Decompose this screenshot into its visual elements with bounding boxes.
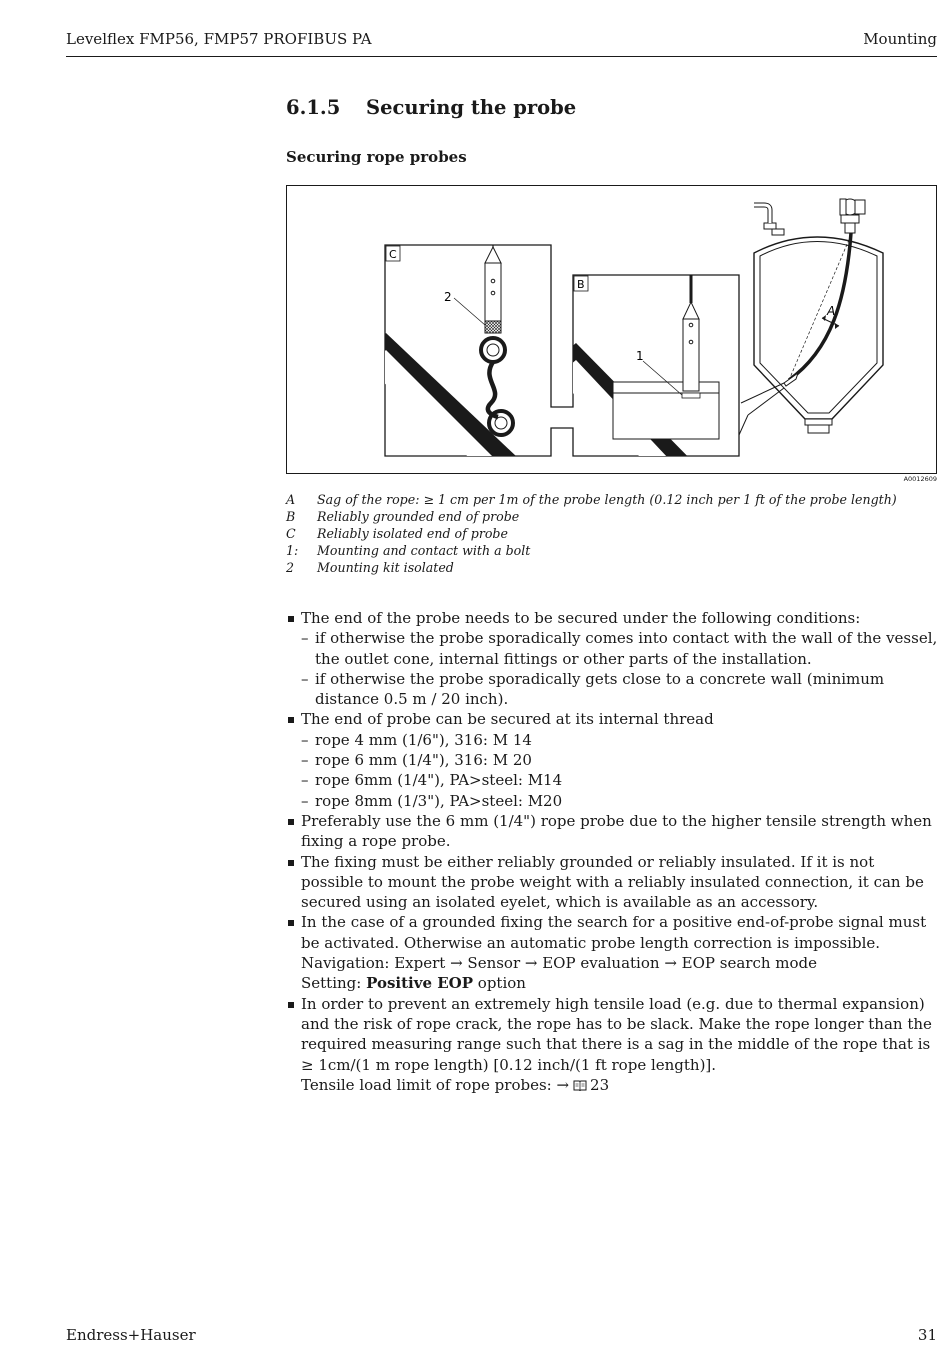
- bullet-text: The end of probe can be secured at its internal thread: [301, 710, 714, 729]
- sub-item: – rope 6 mm (1/4"), 316: M 20: [301, 750, 941, 770]
- legend-key: B: [286, 509, 296, 524]
- sub-item: – rope 6mm (1/4"), PA>steel: M14: [301, 770, 941, 790]
- legend-key: 1:: [286, 543, 299, 558]
- setting-prefix: Setting:: [301, 974, 367, 993]
- sub-item: – rope 4 mm (1/6"), 316: M 14: [301, 730, 941, 750]
- setting-value: Positive EOP: [366, 974, 474, 993]
- page-number: 31: [917, 1326, 937, 1344]
- legend-row: [286, 491, 897, 508]
- page-header: [66, 30, 937, 57]
- bullet-text: In order to prevent an extremely high tensile load (e.g. due to thermal expansion) and the risk of rope crack, the rope has to be slack. Make the rope longer than the required measuring range such that there is a sag in the middle of the rope that is ≥ 1cm/(1 m rope length) [0.12 inch/(1 ft rope length)].: [301, 994, 932, 1074]
- sub-item: – if otherwise the probe sporadically gets close to a concrete wall (minimum distance 0.5 m / 20 inch).: [301, 669, 941, 710]
- probe-securing-figure: [286, 185, 937, 474]
- section-heading: [286, 96, 576, 119]
- figure-frame: [287, 186, 937, 474]
- subheading: Securing rope probes: [286, 148, 467, 166]
- sub-item: – rope 8mm (1/3"), PA>steel: M20: [301, 791, 941, 811]
- legend-text: Mounting kit isolated: [317, 560, 454, 575]
- legend-text: Mounting and contact with a bolt: [317, 543, 531, 558]
- sub-item: – if otherwise the probe sporadically comes into contact with the wall of the vessel, the outlet cone, internal fittings or other parts of the installation.: [301, 628, 941, 669]
- section-title: Securing the probe: [366, 96, 577, 119]
- page-reference-link[interactable]: 23: [590, 1075, 610, 1094]
- label-b: B: [577, 278, 585, 291]
- legend-row: [286, 508, 897, 525]
- label-2: 2: [444, 290, 452, 304]
- legend-key: C: [286, 526, 296, 541]
- bullet-item: [286, 608, 941, 709]
- footer-brand: Endress+Hauser: [66, 1326, 196, 1344]
- figure-legend: [286, 491, 897, 576]
- bullet-text: The fixing must be either reliably grounded or reliably insulated. If it is not possible to mount the probe weight with a reliably insulated connection, it can be secured using an isolated eyelet, which is available as an accessory.: [301, 852, 924, 912]
- legend-key: 2: [286, 560, 295, 575]
- navigation-path: Navigation: Expert → Sensor → EOP evaluation → EOP search mode: [301, 954, 818, 973]
- bullet-text: Preferably use the 6 mm (1/4") rope probe due to the higher tensile strength when fixing a rope probe.: [301, 811, 932, 851]
- legend-row: [286, 525, 897, 542]
- header-product-title: Levelflex FMP56, FMP57 PROFIBUS PA: [66, 30, 372, 48]
- bullet-item: [286, 811, 941, 852]
- panel-c-contents: [366, 333, 536, 474]
- legend-text: Sag of the rope: ≥ 1 cm per 1m of the probe length (0.12 inch per 1 ft of the probe length): [317, 492, 897, 507]
- legend-key: A: [286, 492, 296, 507]
- bullet-item: [286, 709, 941, 810]
- silo-vessel: [739, 199, 883, 435]
- label-c: C: [389, 248, 397, 261]
- tensile-reference: Tensile load limit of rope probes: →: [301, 1075, 570, 1094]
- bullet-text: In the case of a grounded fixing the search for a positive end-of-probe signal must be activated. Otherwise an automatic probe length correction is impossible.: [301, 913, 927, 952]
- bullet-item: [286, 912, 941, 993]
- bullet-text: The end of the probe needs to be secured under the following conditions:: [301, 609, 861, 627]
- setting-suffix: option: [473, 974, 526, 993]
- book-icon: [573, 1079, 587, 1092]
- figure-code: A0012609: [903, 475, 937, 483]
- legend-text: Reliably grounded end of probe: [317, 509, 520, 524]
- label-1: 1: [636, 349, 644, 363]
- section-number: 6.1.5: [286, 96, 341, 119]
- header-chapter: Mounting: [863, 30, 937, 48]
- legend-text: Reliably isolated end of probe: [317, 526, 508, 541]
- bullet-item: [286, 852, 941, 913]
- legend-row: [286, 542, 897, 559]
- instructions-list: [286, 608, 941, 1095]
- legend-row: [286, 559, 897, 576]
- bullet-item: [286, 994, 941, 1095]
- label-a: A: [827, 304, 836, 318]
